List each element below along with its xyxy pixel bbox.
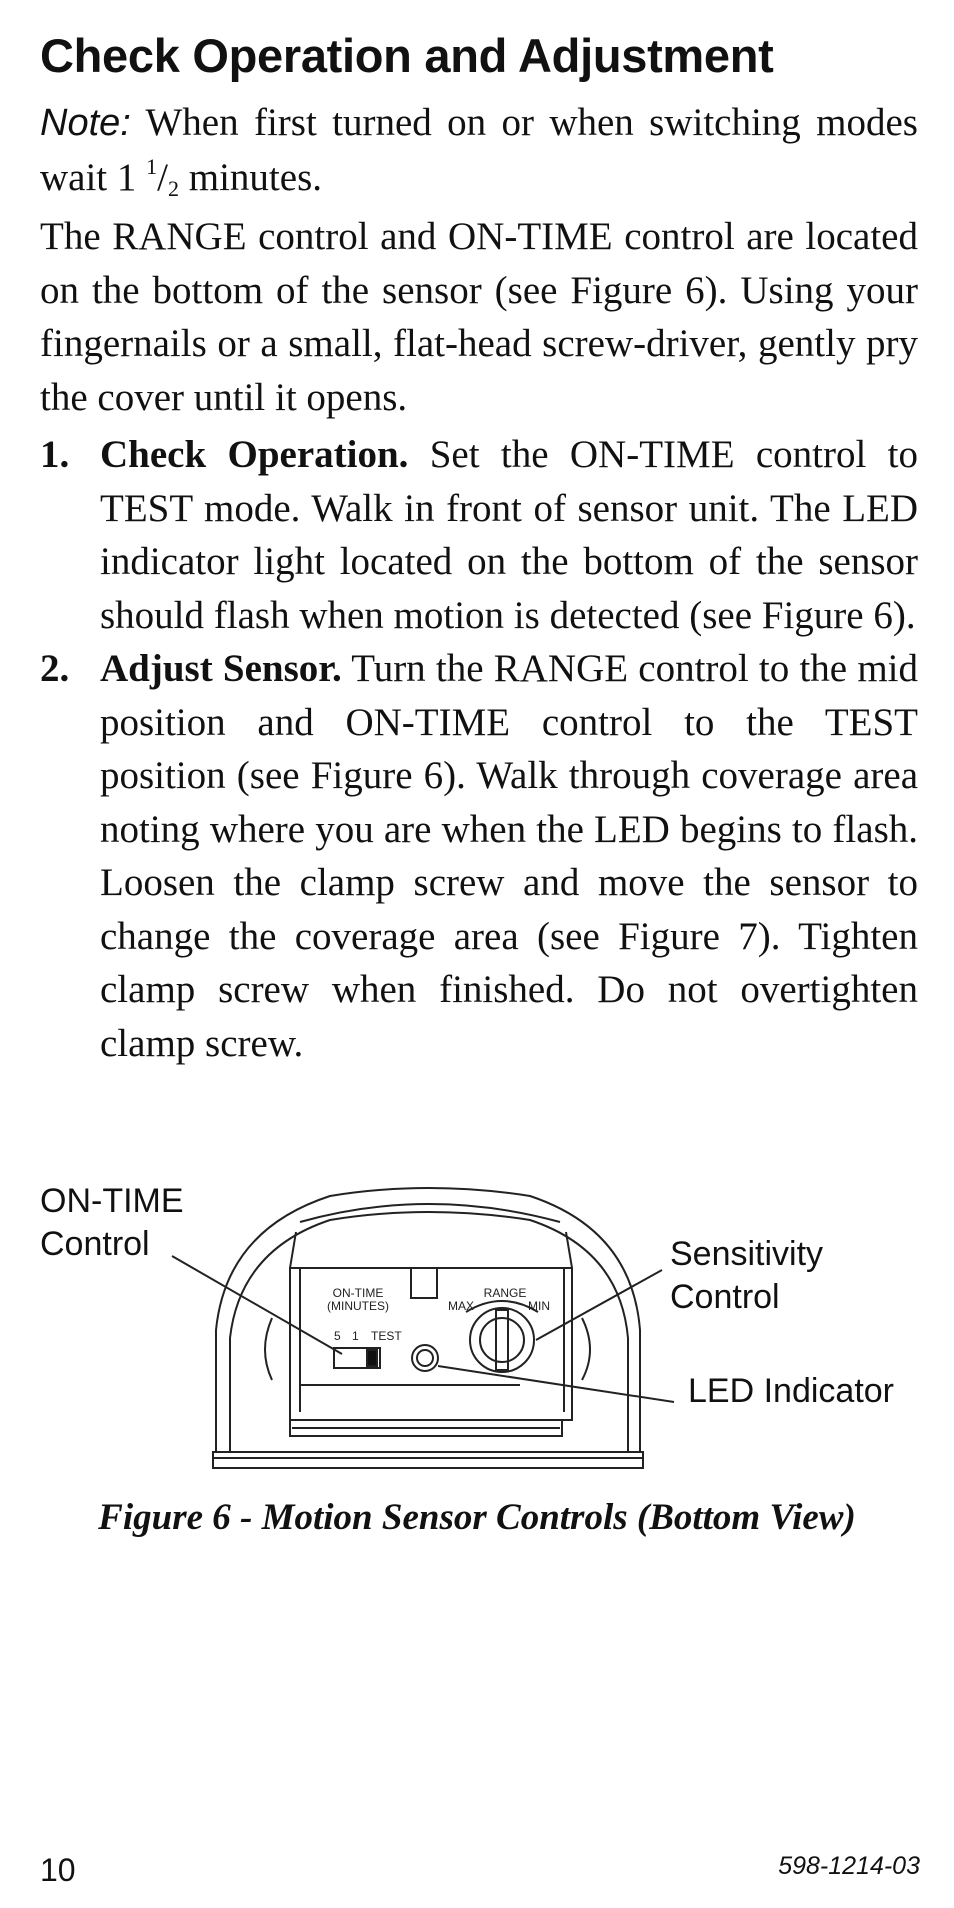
- intro-paragraph: The RANGE control and ON-TIME control are located on the bottom of the sensor (see Figure 6). Using your fingernails or a small, flat-head screw-driver, gently pry the cover until it opens.: [40, 215, 918, 419]
- ontime-label-line1: ON-TIME: [40, 1182, 184, 1220]
- step-item: [40, 428, 918, 642]
- document-code: 598-1214-03: [778, 1852, 920, 1880]
- step-heading: Check Operation.: [100, 433, 409, 476]
- leader-sensitivity: [536, 1270, 662, 1340]
- center-tab: [411, 1268, 437, 1298]
- fraction-denominator: 2: [168, 175, 179, 201]
- fraction-slash: /: [157, 155, 168, 199]
- ontime-control-label: [40, 1180, 184, 1266]
- sens-label-line2: Control: [670, 1278, 780, 1316]
- page-title: Check Operation and Adjustment: [40, 29, 774, 82]
- sensitivity-control-label: [670, 1233, 823, 1319]
- leader-ontime: [172, 1256, 342, 1354]
- device-ontime-label: ON-TIME: [332, 1286, 384, 1300]
- device-test-label: TEST: [371, 1329, 402, 1343]
- step-number: 2.: [40, 647, 70, 690]
- steps-list: [40, 428, 918, 1070]
- figure-caption: Figure 6 - Motion Sensor Controls (Bottom View): [98, 1497, 856, 1538]
- device-5-label: 5: [334, 1329, 341, 1343]
- step-text: Set the ON-TIME control to TEST mode. Walk in front of sensor unit. The LED indicator light located on the bottom of the sensor should flash when motion is detected (see Figure 6).: [100, 433, 918, 637]
- sensor-housing: [216, 1188, 640, 1452]
- step-item: [40, 642, 918, 1070]
- led-indicator: [412, 1345, 438, 1371]
- sens-label-line1: Sensitivity: [670, 1235, 824, 1273]
- device-1-label: 1: [352, 1329, 359, 1343]
- step-text: Turn the RANGE control to the mid position and ON-TIME control to the TEST position (see Figure 6). Walk through coverage area noting where you are when the LED begins to flash. Loosen the clamp screw and move the sensor to change the coverage area (see Figure 7). Tighten clamp screw when finished. Do not overtighten clamp screw.: [100, 647, 918, 1065]
- device-range-label: RANGE: [483, 1286, 527, 1300]
- page-number: 10: [40, 1852, 76, 1888]
- step-number: 1.: [40, 433, 70, 476]
- device-minutes-label: (MINUTES): [327, 1299, 389, 1313]
- sensor-base: [213, 1452, 643, 1468]
- ontime-label-line2: Control: [40, 1225, 150, 1263]
- note-text-end: minutes.: [179, 155, 322, 199]
- device-min-label: MIN: [528, 1299, 550, 1313]
- note-paragraph: [40, 96, 918, 204]
- note-text: When first turned on or when switching modes wait 1: [40, 101, 918, 199]
- fraction-numerator: 1: [146, 153, 158, 179]
- device-max-label: MAX: [448, 1299, 475, 1313]
- led-indicator-label: LED Indicator: [688, 1372, 894, 1410]
- step-heading: Adjust Sensor.: [100, 647, 342, 690]
- note-label: Note:: [40, 102, 131, 144]
